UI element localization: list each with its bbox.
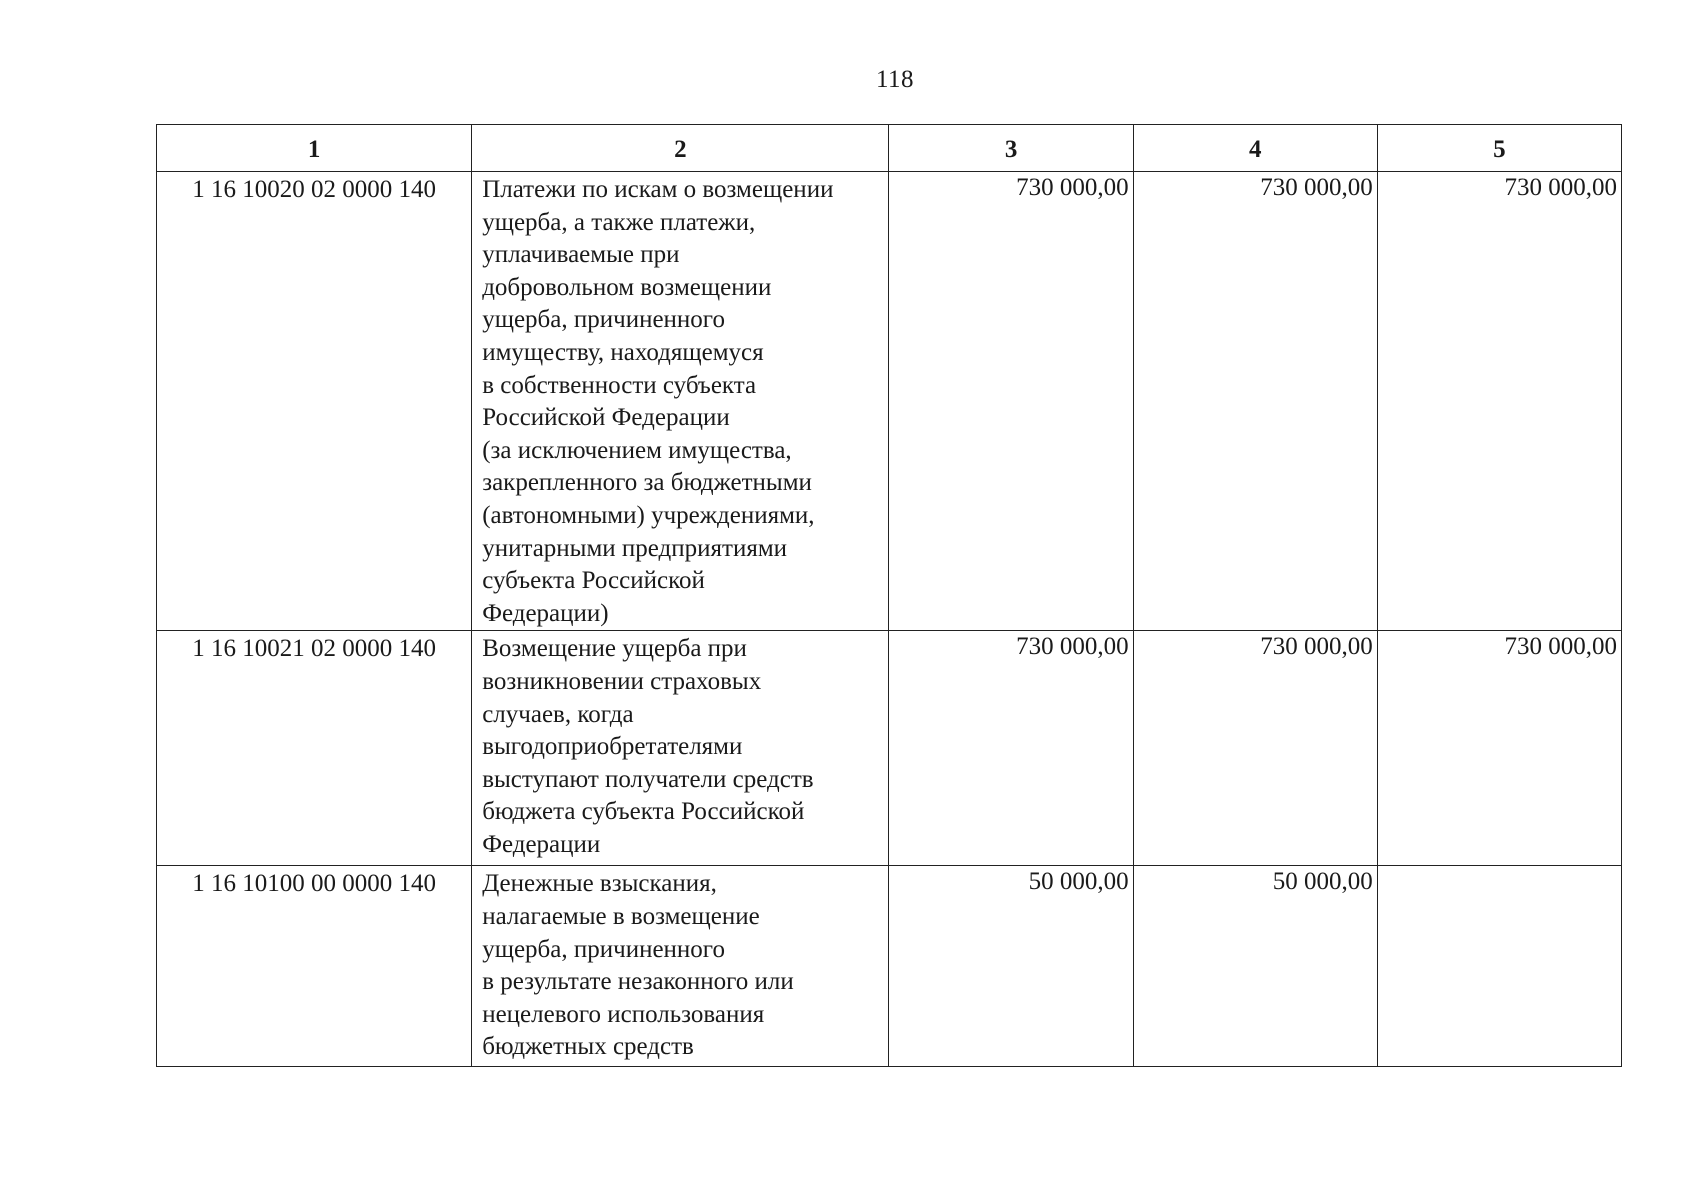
row-name: [472, 172, 889, 631]
header-col-2: 2: [472, 125, 889, 172]
row-name-line: нецелевого использования: [482, 1000, 765, 1028]
row-amount-col-4: 50 000,00: [1133, 866, 1377, 1067]
row-name-line: имуществу, находящемуся: [482, 338, 764, 366]
table-header-row: [157, 125, 1622, 172]
row-name-line: в собственности субъекта: [482, 371, 757, 399]
header-col-1: 1: [157, 125, 472, 172]
row-amount-col-5: 730 000,00: [1377, 172, 1621, 631]
row-name-line: Денежные взыскания,: [482, 870, 717, 898]
table-row: [157, 866, 1622, 1067]
header-col-4: 4: [1133, 125, 1377, 172]
row-name-line: закрепленного за бюджетными: [482, 469, 812, 497]
row-code: 1 16 10020 02 0000 140: [157, 172, 472, 631]
row-code: 1 16 10021 02 0000 140: [157, 631, 472, 866]
row-amount-col-3: 730 000,00: [889, 172, 1133, 631]
row-name-line: субъекта Российской: [482, 567, 705, 595]
table-row: [157, 172, 1622, 631]
row-amount-col-3: 50 000,00: [889, 866, 1133, 1067]
page-number: 118: [875, 66, 915, 93]
row-name-line: ущерба, причиненного: [482, 935, 725, 963]
row-amount-col-5: [1377, 866, 1621, 1067]
row-amount-col-5: 730 000,00: [1377, 631, 1621, 866]
row-name-line: уплачиваемые при: [482, 241, 680, 269]
row-name-line: возникновении страховых: [482, 667, 762, 695]
row-name-line: Возмещение ущерба при: [482, 635, 747, 663]
row-name-line: Российской Федерации: [482, 404, 730, 432]
row-name-line: налагаемые в возмещение: [482, 902, 760, 930]
row-name-line: Федерации: [482, 830, 601, 858]
row-name-line: в результате незаконного или: [482, 968, 794, 996]
row-amount-col-3: 730 000,00: [889, 631, 1133, 866]
row-name-line: ущерба, причиненного: [482, 306, 725, 334]
budget-table: [156, 124, 1622, 1067]
row-name-line: унитарными предприятиями: [482, 534, 788, 562]
row-amount-col-4: 730 000,00: [1133, 172, 1377, 631]
row-amount-col-4: 730 000,00: [1133, 631, 1377, 866]
row-name-line: (за исключением имущества,: [482, 436, 792, 464]
row-code: 1 16 10100 00 0000 140: [157, 866, 472, 1067]
row-name-line: выступают получатели средств: [482, 765, 814, 793]
row-name-line: добровольном возмещении: [482, 273, 772, 301]
row-name: [472, 866, 889, 1067]
header-col-3: 3: [889, 125, 1133, 172]
row-name-line: бюджетных средств: [482, 1033, 694, 1061]
row-name-line: Платежи по искам о возмещении: [482, 176, 834, 203]
row-name-line: случаев, когда: [482, 700, 634, 728]
header-col-5: 5: [1377, 125, 1621, 172]
row-name-line: Федерации): [482, 599, 609, 627]
row-name: [472, 631, 889, 866]
table-row: [157, 631, 1622, 866]
row-name-line: бюджета субъекта Российской: [482, 798, 805, 826]
row-name-line: ущерба, а также платежи,: [482, 208, 756, 236]
row-name-line: (автономными) учреждениями,: [482, 501, 815, 529]
row-name-line: выгодоприобретателями: [482, 733, 743, 761]
